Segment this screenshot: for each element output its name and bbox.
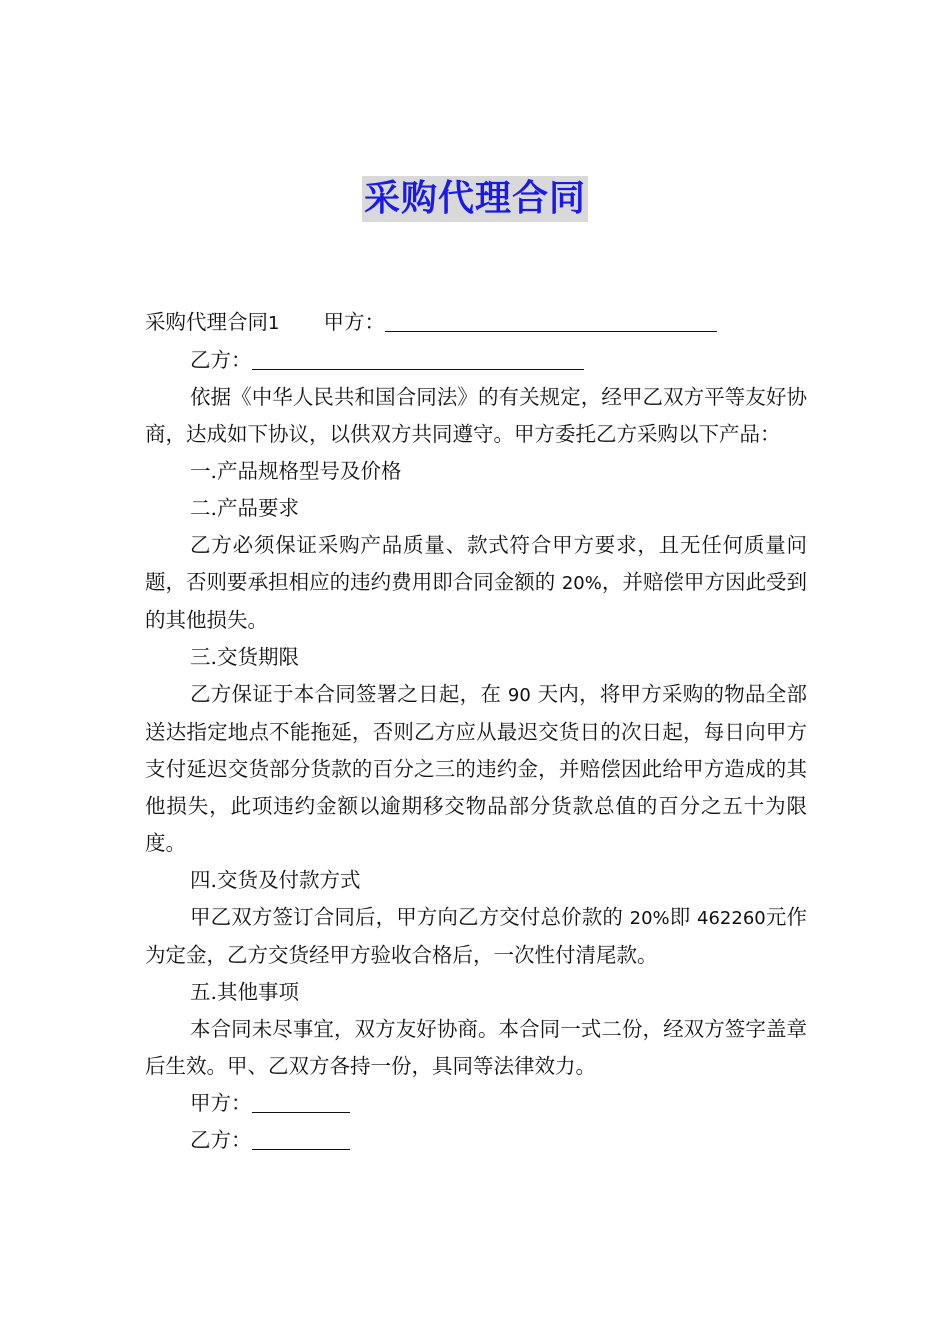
signature-party-a-label: 甲方：	[190, 1091, 252, 1115]
section-4-heading: 四.交货及付款方式	[190, 868, 361, 892]
section-4-text	[145, 899, 807, 974]
party-a-label: 甲方：	[323, 310, 385, 334]
party-b-label: 乙方：	[190, 348, 252, 372]
contract-name: 采购代理合同	[145, 310, 268, 334]
title-container	[0, 176, 950, 222]
section-3-days: 90	[507, 685, 531, 706]
section-4-text-after: 元作为定金，乙方交货经甲方验收合格后，一次性付清尾款。	[145, 905, 807, 967]
signature-party-b-label: 乙方：	[190, 1128, 252, 1152]
section-2-text-after: ，并赔偿甲方因此受到的其他损失。	[145, 570, 808, 632]
signature-party-a	[145, 1085, 807, 1122]
section-4-percent: 20%	[629, 908, 670, 929]
signature-party-b	[145, 1122, 807, 1159]
section-2-percent: 20%	[561, 573, 602, 594]
contract-number: 1	[268, 313, 280, 334]
section-3-heading: 三.交货期限	[190, 645, 300, 669]
party-b-line	[145, 342, 807, 379]
section-4-text-before: 甲乙双方签订合同后，甲方向乙方交付总价款的	[190, 905, 630, 929]
section-2-text	[145, 527, 807, 639]
section-1-heading: 一.产品规格型号及价格	[190, 459, 402, 483]
section-3-text-after: 天内，将甲方采购的物品全部送达指定地点不能拖延，否则乙方应从最迟交货日的次日起，每日向甲方支付延迟交货部分货款的百分之三的违约金，并赔偿因此给甲方造成的其他损失，此项违约金额以逾期移交物品部分货款总值的百分之五十为限度。	[145, 682, 808, 855]
section-2-heading: 二.产品要求	[190, 496, 300, 520]
section-4-amount: 462260	[697, 908, 766, 929]
section-3-text-before: 乙方保证于本合同签署之日起，在	[190, 682, 508, 706]
section-3-text	[145, 676, 807, 862]
document-title: 采购代理合同	[362, 176, 588, 222]
section-5-text: 本合同未尽事宜，双方友好协商。本合同一式二份，经双方签字盖章后生效。甲、乙双方各持一份，具同等法律效力。	[145, 1017, 807, 1078]
document-body	[145, 304, 807, 1159]
signature-party-a-blank	[252, 1090, 350, 1113]
intro-paragraph: 依据《中华人民共和国合同法》的有关规定，经甲乙双方平等友好协商，达成如下协议，以供双方共同遵守。甲方委托乙方采购以下产品：	[145, 385, 807, 446]
signature-party-b-blank	[252, 1127, 350, 1150]
section-2-text-before: 乙方必须保证采购产品质量、款式符合甲方要求，且无任何质量问题，否则要承担相应的违约费用即合同金额的	[145, 533, 807, 594]
section-4-text-mid: 即	[669, 905, 698, 929]
header-line	[145, 304, 807, 342]
section-5-heading: 五.其他事项	[190, 980, 300, 1004]
party-a-blank	[385, 309, 717, 332]
party-b-blank	[252, 347, 584, 370]
